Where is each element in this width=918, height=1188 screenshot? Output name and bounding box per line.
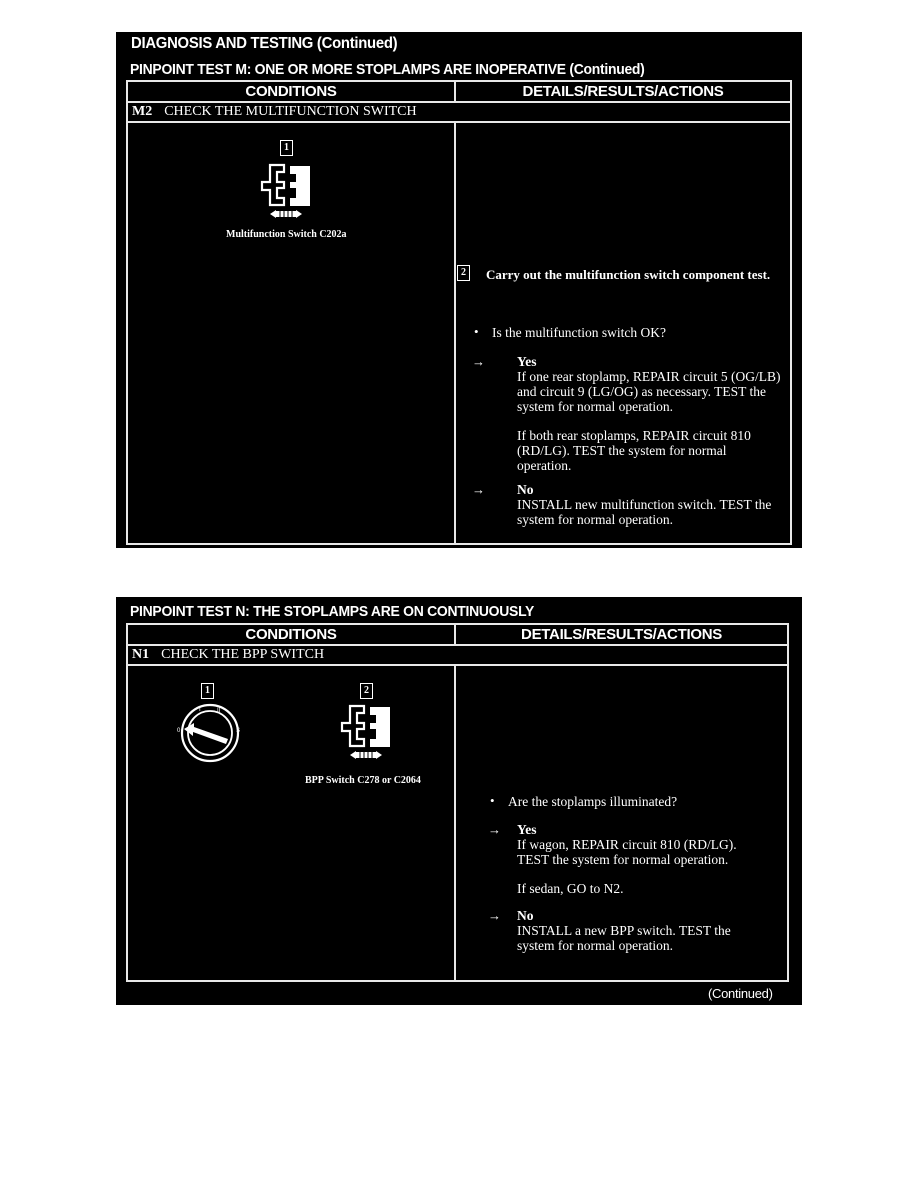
- connector-icon: [334, 701, 404, 763]
- result-label: Yes: [517, 354, 537, 369]
- test-n-title: PINPOINT TEST N: THE STOPLAMPS ARE ON CONTINUOUSLY: [130, 603, 535, 620]
- table-column-divider: [454, 121, 456, 545]
- continued-footer: (Continued): [708, 986, 773, 1001]
- question-text: Are the stoplamps illuminated?: [508, 794, 678, 809]
- test-m-panel: [116, 32, 802, 548]
- svg-text:S: S: [236, 728, 241, 734]
- column-header-conditions: CONDITIONS: [245, 83, 337, 100]
- result-label: No: [517, 908, 534, 923]
- result-paragraph: If wagon, REPAIR circuit 810 (RD/LG). TEST the system for normal operation.: [517, 837, 737, 867]
- result-no: [517, 482, 782, 527]
- ignition-key-icon: [172, 701, 248, 765]
- connector-icon: [254, 160, 324, 222]
- table-border-bottom: [126, 980, 789, 982]
- table-header-divider: [126, 644, 789, 646]
- step-code: N1: [132, 647, 150, 662]
- bullet-icon: •: [474, 324, 479, 339]
- table-border-top: [126, 80, 792, 82]
- step-title: CHECK THE BPP SWITCH: [161, 647, 325, 662]
- table-border-right: [790, 80, 792, 545]
- result-yes: [517, 354, 792, 473]
- result-paragraph: If both rear stoplamps, REPAIR circuit 810 (RD/LG). TEST the system for normal operation.: [517, 428, 751, 473]
- table-border-top: [126, 623, 789, 625]
- column-header-conditions: CONDITIONS: [245, 626, 337, 643]
- arrow-icon: →: [472, 354, 485, 369]
- table-column-divider: [454, 664, 456, 982]
- table-border-left: [126, 623, 128, 982]
- test-m-title: PINPOINT TEST M: ONE OR MORE STOPLAMPS ARE INOPERATIVE (Continued): [130, 61, 645, 78]
- result-no: [517, 908, 757, 953]
- result-yes: [517, 822, 767, 896]
- step-n1-header: [132, 647, 324, 663]
- column-header-details: DETAILS/RESULTS/ACTIONS: [521, 626, 722, 643]
- test-n-panel: [116, 597, 802, 1005]
- table-step-divider: [126, 121, 792, 123]
- arrow-icon: →: [472, 482, 485, 497]
- step-m2-header: [132, 104, 417, 120]
- question-text: Is the multifunction switch OK?: [492, 325, 666, 340]
- figure-caption: Multifunction Switch C202a: [226, 229, 347, 240]
- table-border-right: [787, 623, 789, 982]
- callout-1: 1: [280, 140, 293, 156]
- result-paragraph: INSTALL new multifunction switch. TEST the system for normal operation.: [517, 497, 772, 527]
- result-label: No: [517, 482, 534, 497]
- step-code: M2: [132, 104, 153, 119]
- callout-2: 2: [457, 265, 470, 281]
- callout-2: 2: [360, 683, 373, 699]
- arrow-icon: →: [488, 822, 501, 837]
- arrow-icon: →: [488, 908, 501, 923]
- column-header-details: DETAILS/RESULTS/ACTIONS: [522, 83, 724, 100]
- result-paragraph: If one rear stoplamp, REPAIR circuit 5 (OG/LB) and circuit 9 (LG/OG) as necessary. TEST the system for normal operation.: [517, 369, 781, 414]
- result-label: Yes: [517, 822, 537, 837]
- result-paragraph: INSTALL a new BPP switch. TEST the system for normal operation.: [517, 923, 731, 953]
- svg-text:II: II: [217, 708, 221, 714]
- figure-caption: BPP Switch C278 or C2064: [305, 775, 421, 786]
- table-border-bottom: [126, 543, 792, 545]
- instruction-text: Carry out the multifunction switch component test.: [486, 267, 771, 282]
- callout-1: 1: [201, 683, 214, 699]
- result-paragraph: If sedan, GO to N2.: [517, 881, 624, 896]
- table-step-divider: [126, 664, 789, 666]
- table-border-left: [126, 80, 128, 545]
- svg-text:0: 0: [177, 728, 181, 734]
- bullet-icon: •: [490, 793, 495, 808]
- table-header-divider: [126, 101, 792, 103]
- step-title: CHECK THE MULTIFUNCTION SWITCH: [164, 104, 417, 119]
- svg-text:I: I: [199, 707, 201, 713]
- section-title: DIAGNOSIS AND TESTING (Continued): [131, 35, 398, 52]
